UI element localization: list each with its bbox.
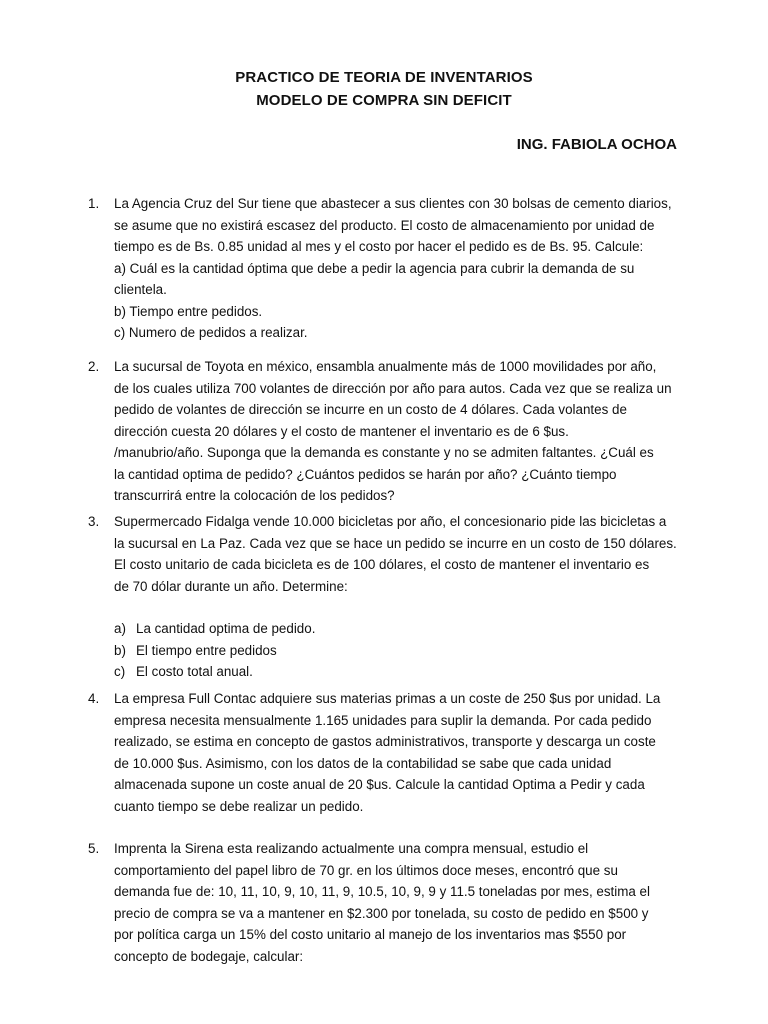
exercise-4 xyxy=(88,688,688,817)
exercise-text-line: a) Cuál es la cantidad óptima que debe a pedir la agencia para cubrir la demanda de su xyxy=(114,260,635,276)
exercise-text-line: La sucursal de Toyota en méxico, ensambla anualmente más de 1000 movilidades por año, xyxy=(114,359,657,374)
subitem-list xyxy=(114,618,688,683)
exercise-text-line: Imprenta la Sirena esta realizando actualmente una compra mensual, estudio el xyxy=(114,841,589,856)
exercise-text-line: La Agencia Cruz del Sur tiene que abastecer a sus clientes con 30 bolsas de cemento diarios, xyxy=(114,196,672,211)
exercise-text-line: de 10.000 $us. Asimismo, con los datos de la contabilidad se sabe que cada unidad xyxy=(114,755,612,771)
exercise-number: 4. xyxy=(88,691,100,706)
subitem-text: La cantidad optima de pedido. xyxy=(136,621,316,636)
exercise-text-line: c) Numero de pedidos a realizar. xyxy=(114,325,308,340)
exercise-3 xyxy=(88,511,688,683)
exercise-text-line: la cantidad optima de pedido? ¿Cuántos pedidos se harán por año? ¿Cuánto tiempo xyxy=(114,466,617,482)
exercise-text-line: de los cuales utiliza 700 volantes de dirección por año para autos. Cada vez que se realiza un xyxy=(114,380,672,396)
exercise-text-line: cuanto tiempo se debe realizar un pedido. xyxy=(114,798,364,814)
exercise-text-line: dirección cuesta 20 dólares y el costo de mantener el inventario es de 6 $us. xyxy=(114,423,569,439)
exercise-text-line: La empresa Full Contac adquiere sus materias primas a un coste de 250 $us por unidad. La xyxy=(114,691,661,706)
document-title: PRACTICO DE TEORIA DE INVENTARIOS xyxy=(235,69,533,86)
exercise-text-line: transcurrirá entre la colocación de los pedidos? xyxy=(114,488,395,503)
exercise-text-line: /manubrio/año. Suponga que la demanda es constante y no se admiten faltantes. ¿Cuál es xyxy=(114,445,654,460)
subitem-marker: a) xyxy=(114,621,126,636)
exercise-text-line: concepto de bodegaje, calcular: xyxy=(114,948,304,964)
exercise-text-line: por política carga un 15% del costo unitario al manejo de los inventarios mas $550 por xyxy=(114,927,627,942)
exercise-text-line: realizado, se estima en concepto de gastos administrativos, transporte y descarga un coste xyxy=(114,734,656,749)
exercise-text-line: Supermercado Fidalga vende 10.000 bicicletas por año, el concesionario pide las bicicletas a xyxy=(114,514,667,529)
subitem-marker: c) xyxy=(114,664,126,679)
exercise-number: 3. xyxy=(88,514,100,529)
exercise-text-line: empresa necesita mensualmente 1.165 unidades para suplir la demanda. Por cada pedido xyxy=(114,712,652,728)
subitem-text: El tiempo entre pedidos xyxy=(136,642,277,658)
subitem xyxy=(114,618,688,640)
subitem xyxy=(114,661,688,683)
subitem-marker: b) xyxy=(114,642,126,658)
document-subtitle: MODELO DE COMPRA SIN DEFICIT xyxy=(256,92,512,109)
exercise-1 xyxy=(88,193,688,344)
exercise-number: 1. xyxy=(88,196,100,211)
subitem xyxy=(114,640,688,662)
subitem-text: El costo total anual. xyxy=(136,664,253,679)
exercise-text-line: almacenada supone un coste anual de 20 $us. Calcule la cantidad Optima a Pedir y cada xyxy=(114,777,645,792)
exercise-text-line: se asume que no existirá escasez del producto. El costo de almacenamiento por unidad de xyxy=(114,217,655,233)
exercise-5 xyxy=(88,838,688,967)
author-name: ING. FABIOLA OCHOA xyxy=(516,136,677,153)
exercise-text-line: la sucursal en La Paz. Cada vez que se hace un pedido se incurre en un costo de 150 dólares. xyxy=(114,535,677,551)
exercise-text-line: tiempo es de Bs. 0.85 unidad al mes y el costo por hacer el pedido es de Bs. 95. Calcule: xyxy=(114,239,644,254)
exercise-text-line: de 70 dólar durante un año. Determine: xyxy=(114,578,348,594)
exercise-number: 2. xyxy=(88,359,100,374)
exercise-text-line: pedido de volantes de dirección se incurre en un costo de 4 dólares. Cada volantes de xyxy=(114,402,627,417)
exercise-text-line: b) Tiempo entre pedidos. xyxy=(114,303,263,319)
exercise-text-line: comportamiento del papel libro de 70 gr. en los últimos doce meses, encontró que su xyxy=(114,862,618,878)
exercise-text-line: demanda fue de: 10, 11, 10, 9, 10, 11, 9, 10.5, 10, 9, 9 y 11.5 toneladas por mes, estima el xyxy=(114,884,650,899)
exercise-text-line: precio de compra se va a mantener en $2.300 por tonelada, su costo de pedido en $500 y xyxy=(114,905,649,921)
exercise-2 xyxy=(88,356,688,507)
exercise-text-line: clientela. xyxy=(114,282,167,297)
exercise-number: 5. xyxy=(88,841,100,856)
exercise-text-line: El costo unitario de cada bicicleta es de 100 dólares, el costo de mantener el inventario es xyxy=(114,557,650,572)
